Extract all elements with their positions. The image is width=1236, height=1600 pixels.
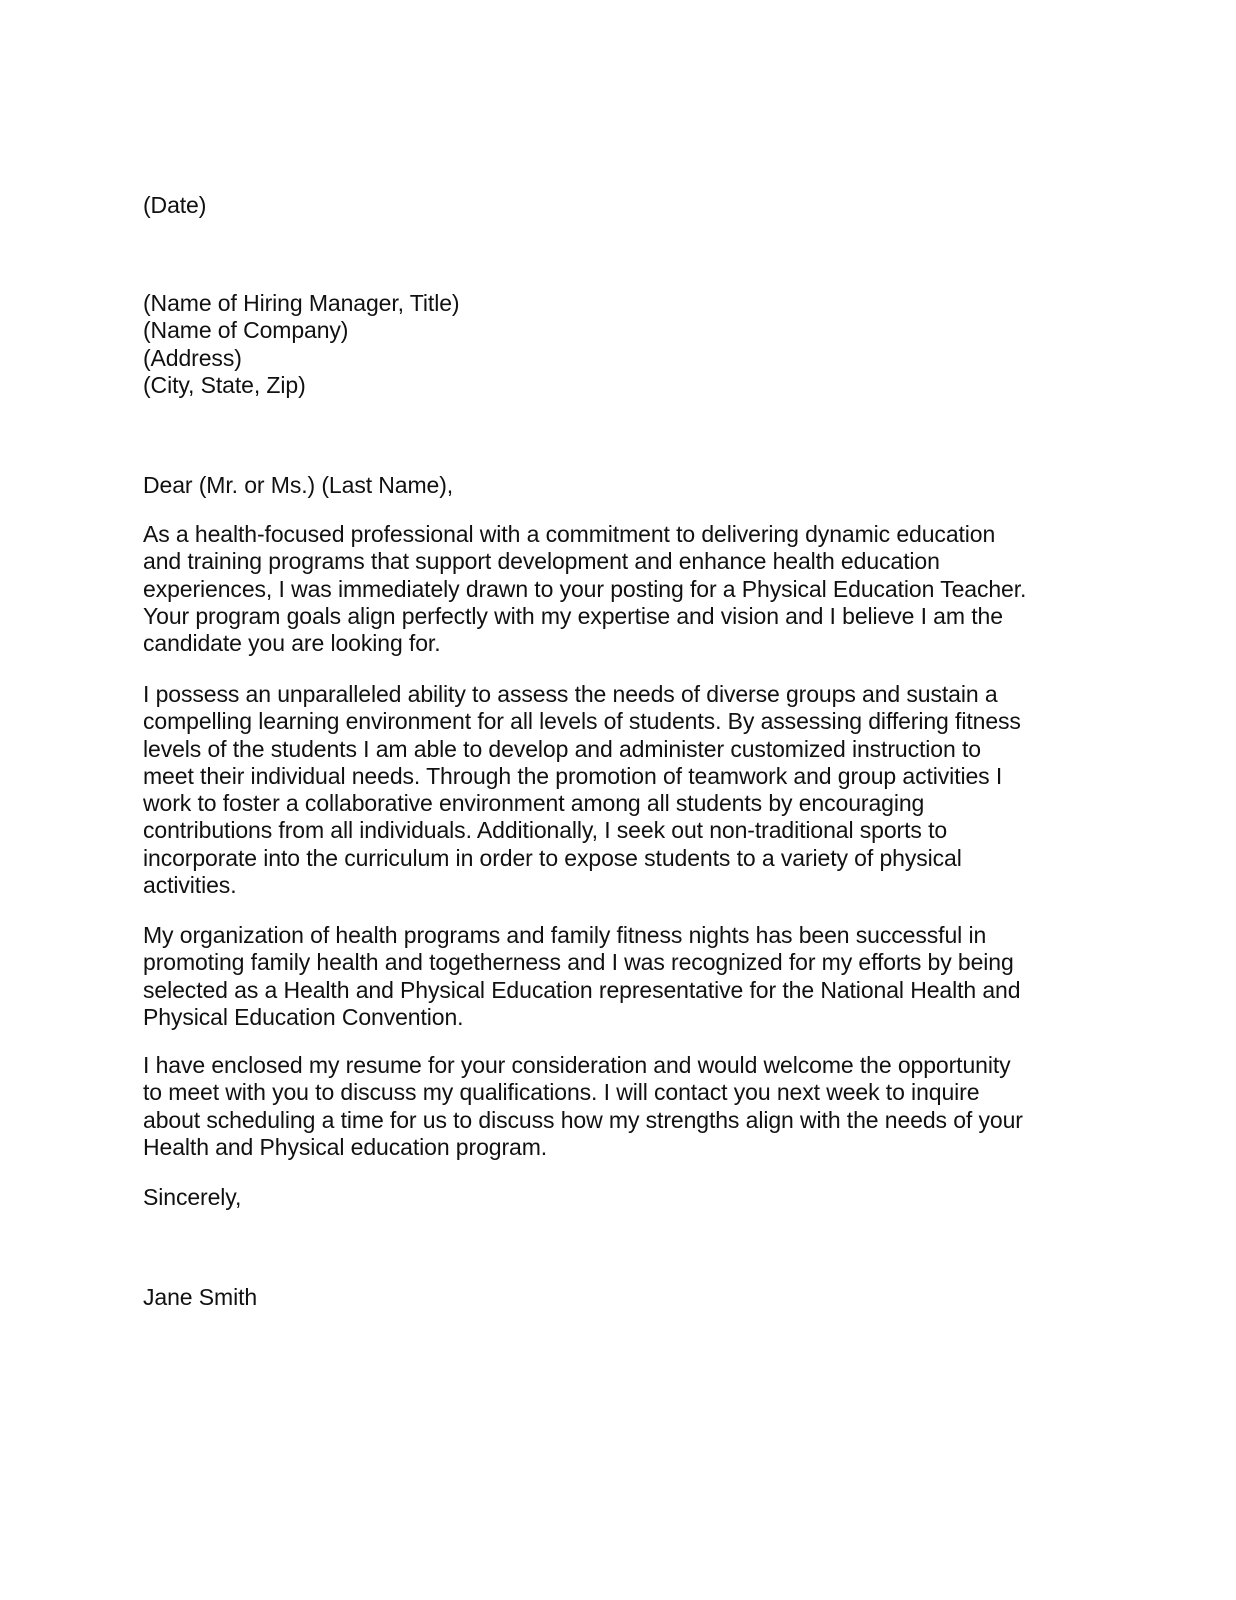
paragraph-line: selected as a Health and Physical Education representative for the National Health and	[143, 976, 1021, 1003]
paragraph-line: Physical Education Convention.	[143, 1003, 464, 1030]
paragraph-line: experiences, I was immediately drawn to your posting for a Physical Education Teacher.	[143, 575, 1027, 602]
body-paragraph-2	[143, 681, 1078, 899]
paragraph-line: about scheduling a time for us to discuss how my strengths align with the needs of your	[143, 1106, 1023, 1133]
paragraph-line: work to foster a collaborative environment among all students by encouraging	[143, 790, 925, 817]
signature-name: Jane Smith	[143, 1284, 258, 1310]
recipient-address: (Address)	[143, 344, 242, 371]
paragraph-line: levels of the students I am able to develop and administer customized instruction to	[143, 735, 981, 762]
paragraph-line: meet their individual needs. Through the promotion of teamwork and group activities I	[143, 762, 1003, 789]
paragraph-line: activities.	[143, 872, 237, 899]
recipient-name-title: (Name of Hiring Manager, Title)	[143, 290, 460, 316]
paragraph-line: incorporate into the curriculum in order to expose students to a variety of physical	[143, 844, 962, 871]
paragraph-line: I possess an unparalleled ability to assess the needs of diverse groups and sustain a	[143, 681, 998, 707]
paragraph-line: As a health-focused professional with a commitment to delivering dynamic education	[143, 521, 996, 547]
body-paragraph-1	[143, 521, 1078, 657]
recipient-address-block	[143, 290, 1078, 399]
paragraph-line: promoting family health and togetherness and I was recognized for my efforts by being	[143, 949, 1014, 976]
signature	[143, 1284, 1078, 1311]
paragraph-line: candidate you are looking for.	[143, 630, 441, 657]
paragraph-line: My organization of health programs and family fitness nights has been successful in	[143, 922, 987, 948]
salutation	[143, 472, 1078, 499]
body-paragraph-3	[143, 922, 1078, 1031]
paragraph-line: Health and Physical education program.	[143, 1133, 548, 1160]
paragraph-line: and training programs that support development and enhance health education	[143, 548, 940, 575]
paragraph-line: compelling learning environment for all levels of students. By assessing differing fitness	[143, 708, 1021, 735]
date-line	[143, 192, 1078, 219]
date-text: (Date)	[143, 192, 207, 218]
recipient-city-state-zip: (City, State, Zip)	[143, 371, 306, 398]
paragraph-line: I have enclosed my resume for your consideration and would welcome the opportunity	[143, 1052, 1011, 1078]
closing-text: Sincerely,	[143, 1184, 242, 1210]
paragraph-line: Your program goals align perfectly with my expertise and vision and I believe I am the	[143, 602, 1003, 629]
paragraph-line: contributions from all individuals. Additionally, I seek out non-traditional sports to	[143, 817, 948, 844]
closing	[143, 1184, 1078, 1211]
body-paragraph-4	[143, 1052, 1078, 1161]
salutation-text: Dear (Mr. or Ms.) (Last Name),	[143, 472, 454, 498]
paragraph-line: to meet with you to discuss my qualifications. I will contact you next week to inquire	[143, 1079, 980, 1106]
recipient-company: (Name of Company)	[143, 317, 349, 344]
